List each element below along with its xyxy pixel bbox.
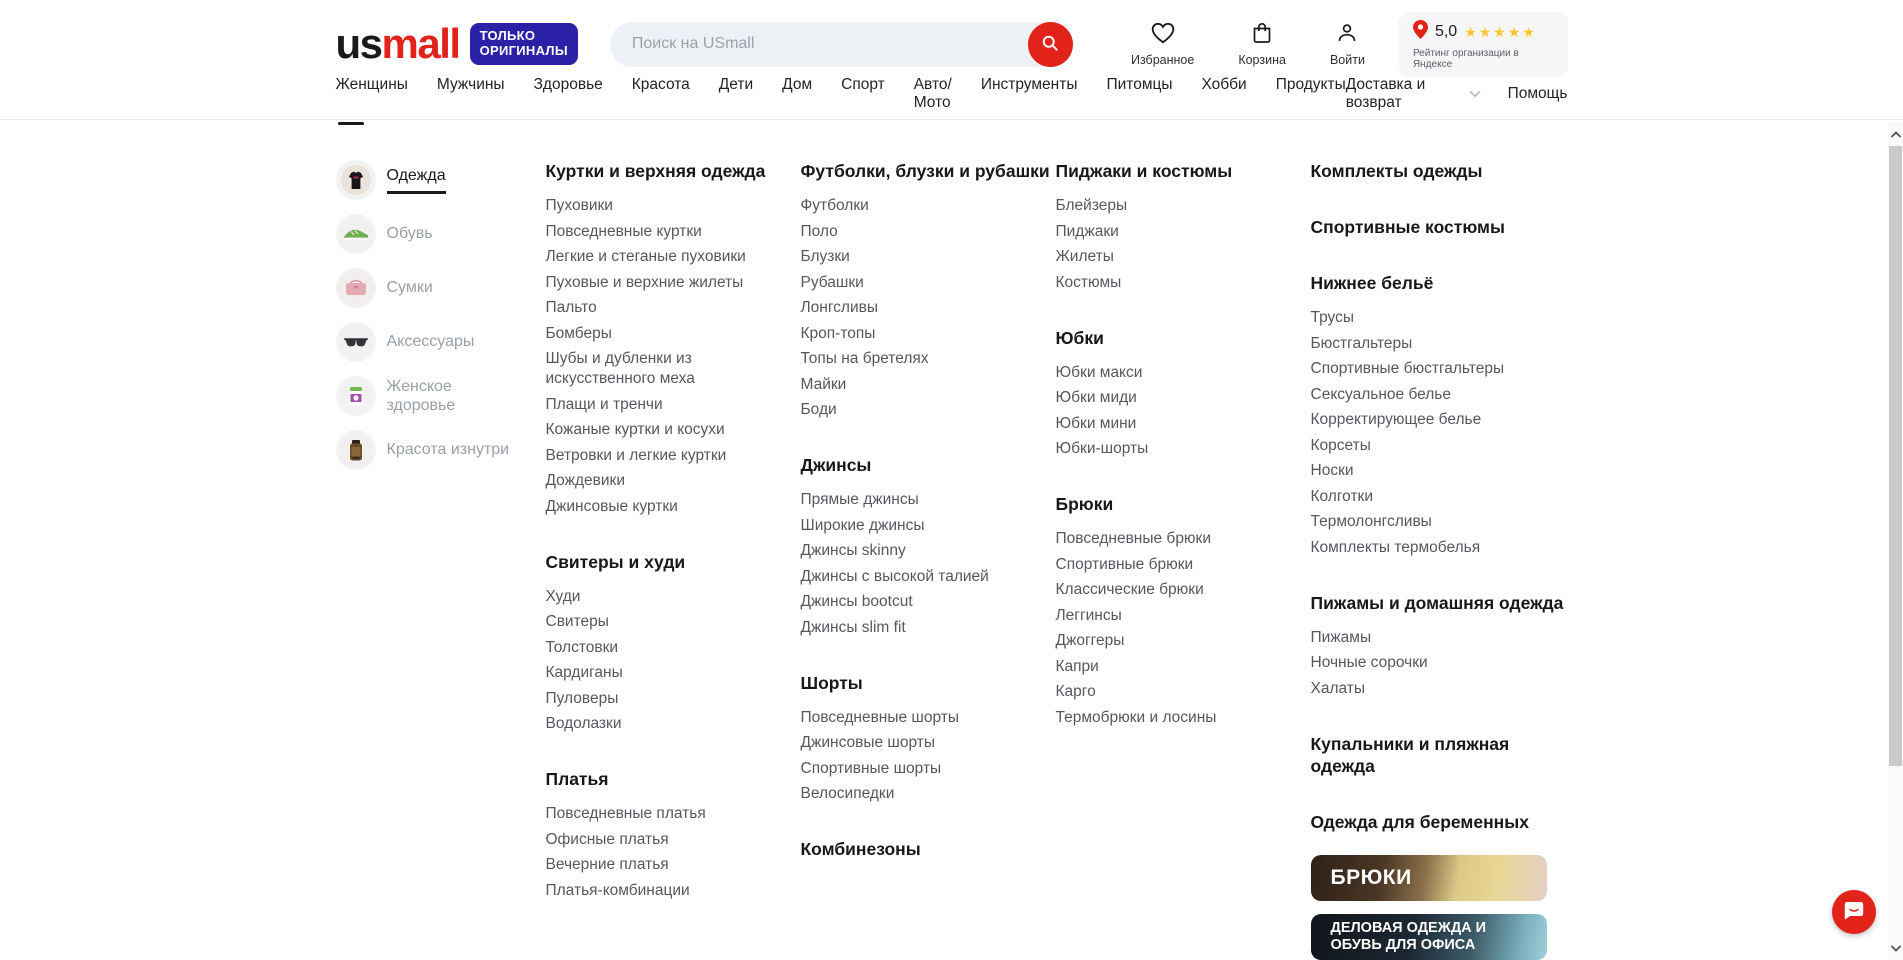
menu-section xyxy=(546,768,801,901)
menu-section-list xyxy=(1056,196,1311,293)
menu-section-list xyxy=(1311,308,1573,558)
menu-link[interactable]: Пуховые и верхние жилеты xyxy=(545,273,744,291)
menu-link[interactable]: Повседневные куртки xyxy=(545,222,702,240)
menu-column-1 xyxy=(801,160,1056,960)
menu-section-heading[interactable]: Джинсы xyxy=(800,455,872,475)
menu-section-heading[interactable]: Шорты xyxy=(800,672,863,693)
login-button[interactable] xyxy=(1330,21,1365,67)
menu-link[interactable]: Джинсовые куртки xyxy=(545,497,678,515)
site-logo[interactable] xyxy=(335,20,578,67)
menu-link[interactable]: Футболки xyxy=(800,197,869,214)
menu-link[interactable]: Комплекты термобелья xyxy=(1310,538,1481,556)
search-input[interactable] xyxy=(610,22,1073,67)
menu-section-heading[interactable]: Свитеры и худи xyxy=(545,551,686,572)
menu-link[interactable]: Водолазки xyxy=(545,715,622,732)
menu-link[interactable]: Поло xyxy=(800,222,838,240)
womens-health-category-image xyxy=(336,376,376,416)
promo-banner-label: БРЮКИ xyxy=(1330,865,1412,889)
menu-link[interactable]: Классические брюки xyxy=(1055,581,1204,598)
menu-link[interactable]: Юбки мини xyxy=(1055,414,1137,432)
promo-banner-label: ДЕЛОВАЯ ОДЕЖДА И ОБУВЬ ДЛЯ ОФИСА xyxy=(1330,920,1487,953)
favorites-label: Избранное xyxy=(1130,53,1195,67)
nav-item-10[interactable]: Хобби xyxy=(1201,75,1247,93)
menu-link[interactable]: Офисные платья xyxy=(545,830,669,848)
menu-link[interactable]: Свитеры xyxy=(545,613,609,630)
favorites-button[interactable] xyxy=(1131,21,1194,67)
menu-section-list xyxy=(1056,529,1311,728)
menu-link[interactable]: Корсеты xyxy=(1310,436,1371,454)
menu-section-heading[interactable]: Футболки, блузки и рубашки xyxy=(800,161,1050,181)
menu-link[interactable]: Колготки xyxy=(1310,487,1373,505)
menu-section xyxy=(801,454,1056,638)
nav-item-5[interactable]: Дом xyxy=(782,75,813,93)
menu-section-heading[interactable]: Спортивные костюмы xyxy=(1310,217,1505,237)
menu-link[interactable]: Сексуальное белье xyxy=(1310,385,1451,403)
menu-section xyxy=(1311,216,1573,238)
page-scrollbar[interactable] xyxy=(1888,122,1903,960)
menu-section xyxy=(1311,272,1573,558)
mega-menu-sidebar xyxy=(336,160,546,960)
menu-section xyxy=(801,160,1056,420)
menu-link[interactable]: Носки xyxy=(1310,462,1354,479)
menu-link[interactable]: Юбки макси xyxy=(1055,363,1143,381)
menu-link[interactable]: Боди xyxy=(800,401,837,418)
menu-link[interactable]: Пальто xyxy=(545,299,597,316)
menu-link[interactable]: Джинсы skinny xyxy=(800,542,906,559)
yandex-rating-widget[interactable] xyxy=(1399,12,1568,77)
shoes-category-image xyxy=(336,214,376,254)
menu-link[interactable]: Термобрюки и лосины xyxy=(1055,708,1217,726)
rating-stars: ★★★★★ xyxy=(1464,23,1537,40)
sidebar-item-inner-beauty[interactable] xyxy=(336,430,546,470)
site-header xyxy=(0,0,1903,120)
menu-link[interactable]: Джинсы slim fit xyxy=(800,618,906,636)
rating-score: 5,0 xyxy=(1434,22,1458,40)
menu-link[interactable]: Плащи и тренчи xyxy=(545,395,663,413)
menu-link[interactable]: Повседневные платья xyxy=(545,805,706,822)
sidebar-item-label: Аксессуары xyxy=(386,333,475,351)
user-icon xyxy=(1335,21,1359,50)
menu-section-heading[interactable]: Платья xyxy=(545,769,609,789)
sidebar-item-label: Сумки xyxy=(386,279,433,297)
mega-menu-columns xyxy=(546,160,1573,960)
menu-link[interactable]: Платья-комбинации xyxy=(545,881,690,899)
sidebar-item-accessories[interactable] xyxy=(336,322,546,362)
menu-link[interactable]: Спортивные шорты xyxy=(800,759,942,777)
clothes-category-image xyxy=(336,160,376,200)
nav-item-1[interactable]: Мужчины xyxy=(436,75,505,93)
menu-link[interactable]: Широкие джинсы xyxy=(800,516,925,534)
delivery-return-link[interactable]: Доставка и возврат xyxy=(1346,76,1481,116)
sidebar-item-label: Обувь xyxy=(386,225,433,243)
nav-item-0[interactable]: Женщины xyxy=(336,76,408,116)
menu-link[interactable]: Ночные сорочки xyxy=(1310,654,1428,671)
cart-button[interactable] xyxy=(1238,21,1286,67)
heart-icon xyxy=(1150,21,1176,50)
scroll-down-arrow[interactable] xyxy=(1888,938,1903,958)
menu-link[interactable]: Худи xyxy=(545,587,581,605)
sidebar-item-label: Красота изнутри xyxy=(386,441,510,459)
menu-link[interactable]: Велосипедки xyxy=(800,785,895,802)
menu-link[interactable]: Джоггеры xyxy=(1055,632,1125,649)
cart-label: Корзина xyxy=(1238,53,1286,67)
menu-section xyxy=(801,672,1056,805)
sidebar-item-label: Женское здоровье xyxy=(386,377,456,414)
nav-item-11[interactable]: Продукты xyxy=(1275,75,1346,93)
chat-bubble-icon xyxy=(1842,898,1866,927)
menu-section xyxy=(1056,327,1311,460)
menu-section xyxy=(1056,493,1311,728)
menu-section-heading[interactable]: Комплекты одежды xyxy=(1310,161,1483,181)
menu-section-heading[interactable]: Купальники и пляжная одежда xyxy=(1310,733,1510,776)
menu-column-0 xyxy=(546,160,801,960)
menu-link[interactable]: Трусы xyxy=(1310,309,1355,326)
menu-link[interactable]: Пижамы xyxy=(1310,628,1372,646)
menu-link[interactable]: Кардиганы xyxy=(545,664,623,681)
nav-right xyxy=(1346,76,1568,116)
rating-caption: Рейтинг организации в Яндексе xyxy=(1412,47,1519,70)
menu-link[interactable]: Кожаные куртки и косухи xyxy=(545,421,725,438)
menu-link[interactable]: Термолонгсливы xyxy=(1310,513,1432,530)
nav-item-6[interactable]: Спорт xyxy=(841,75,885,93)
menu-section-list xyxy=(801,196,1056,420)
menu-link[interactable]: Корректирующее белье xyxy=(1310,411,1482,428)
menu-link[interactable]: Пуховики xyxy=(545,197,613,214)
menu-section xyxy=(546,551,801,735)
menu-column-2 xyxy=(1056,160,1311,960)
menu-link[interactable]: Прямые джинсы xyxy=(800,491,919,508)
help-link[interactable]: Помощь xyxy=(1507,84,1568,102)
menu-link[interactable]: Юбки-шорты xyxy=(1055,440,1149,457)
nav-item-3[interactable]: Красота xyxy=(631,75,690,93)
menu-link[interactable]: Повседневные брюки xyxy=(1055,530,1211,547)
menu-section-heading[interactable]: Пижамы и домашняя одежда xyxy=(1310,592,1564,613)
menu-link[interactable]: Пиджаки xyxy=(1055,222,1119,240)
menu-link[interactable]: Рубашки xyxy=(800,273,864,291)
originals-badge: ТОЛЬКО ОРИГИНАЛЫ xyxy=(470,23,578,65)
menu-link[interactable]: Джинсовые шорты xyxy=(800,734,936,751)
nav-item-7[interactable]: Авто/Мото xyxy=(913,75,952,111)
menu-section xyxy=(1311,160,1573,182)
menu-link[interactable]: Блейзеры xyxy=(1055,197,1128,214)
menu-link[interactable]: Жилеты xyxy=(1055,248,1114,265)
sidebar-item-label: Одежда xyxy=(387,166,446,193)
menu-link[interactable]: Джинсы bootcut xyxy=(800,593,913,610)
menu-section-heading[interactable]: Одежда для беременных xyxy=(1310,811,1529,832)
bags-category-image xyxy=(336,268,376,308)
menu-link[interactable]: Спортивные бюстгальтеры xyxy=(1310,360,1505,377)
menu-link[interactable]: Пуловеры xyxy=(545,689,619,707)
main-nav-list xyxy=(336,76,1346,116)
menu-link[interactable]: Бомберы xyxy=(545,324,612,342)
mega-menu xyxy=(336,120,1568,960)
menu-link[interactable]: Кроп-топы xyxy=(800,324,876,342)
menu-section-list xyxy=(546,804,801,901)
sidebar-item-shoes[interactable] xyxy=(336,214,546,254)
menu-link[interactable]: Спортивные брюки xyxy=(1055,555,1194,573)
menu-link[interactable]: Ветровки и легкие куртки xyxy=(545,446,727,464)
menu-section xyxy=(1056,160,1311,293)
menu-section-list xyxy=(801,490,1056,638)
menu-section-heading[interactable]: Юбки xyxy=(1055,327,1104,348)
menu-section-list xyxy=(546,587,801,735)
chat-widget-button[interactable] xyxy=(1832,890,1876,934)
menu-link[interactable]: Карго xyxy=(1055,683,1096,700)
menu-link[interactable]: Леггинсы xyxy=(1055,606,1122,624)
nav-item-4[interactable]: Дети xyxy=(718,75,754,93)
map-pin-icon xyxy=(1413,20,1428,44)
search-icon xyxy=(1040,33,1060,56)
sidebar-item-clothes[interactable] xyxy=(336,160,546,200)
menu-section-heading[interactable]: Нижнее бельё xyxy=(1310,273,1434,293)
nav-item-9[interactable]: Питомцы xyxy=(1106,75,1173,93)
menu-link[interactable]: Дождевики xyxy=(545,472,625,489)
menu-section-heading[interactable]: Комбинезоны xyxy=(800,839,921,859)
menu-link[interactable]: Халаты xyxy=(1310,679,1366,697)
menu-section-heading[interactable]: Брюки xyxy=(1055,494,1114,514)
menu-link[interactable]: Майки xyxy=(800,375,847,393)
inner-beauty-category-image xyxy=(336,430,376,470)
menu-section-heading[interactable]: Куртки и верхняя одежда xyxy=(545,161,766,181)
accessories-category-image xyxy=(336,322,376,362)
menu-section xyxy=(1311,592,1573,699)
menu-link[interactable]: Блузки xyxy=(800,248,850,265)
logo-text: usmall xyxy=(335,20,460,67)
scrollbar-thumb[interactable] xyxy=(1889,146,1902,766)
main-nav xyxy=(336,72,1568,119)
menu-section xyxy=(1311,811,1573,833)
menu-section-list xyxy=(546,196,801,517)
menu-link[interactable]: Топы на бретелях xyxy=(800,350,929,367)
menu-link[interactable]: Костюмы xyxy=(1055,273,1122,291)
sidebar-item-womens-health[interactable] xyxy=(336,376,546,416)
menu-link[interactable]: Легкие и стеганые пуховики xyxy=(545,248,746,265)
login-label: Войти xyxy=(1329,53,1365,67)
menu-section-list xyxy=(801,708,1056,805)
scroll-up-arrow[interactable] xyxy=(1888,124,1903,144)
nav-item-8[interactable]: Инструменты xyxy=(980,75,1078,93)
search-bar xyxy=(610,22,1073,67)
menu-link[interactable]: Толстовки xyxy=(545,638,619,656)
menu-link[interactable]: Бюстгальтеры xyxy=(1310,334,1413,352)
menu-link[interactable]: Лонгсливы xyxy=(800,299,878,316)
menu-link[interactable]: Шубы и дубленки из искусственного меха xyxy=(545,350,695,387)
promo-banner[interactable] xyxy=(1311,855,1547,901)
menu-section-heading[interactable]: Пиджаки и костюмы xyxy=(1055,161,1233,181)
menu-column-3 xyxy=(1311,160,1573,960)
menu-section-list xyxy=(1311,628,1573,699)
menu-link[interactable]: Повседневные шорты xyxy=(800,708,960,726)
menu-section xyxy=(546,160,801,517)
nav-item-2[interactable]: Здоровье xyxy=(533,75,603,93)
menu-link[interactable]: Вечерние платья xyxy=(545,856,669,873)
promo-banner[interactable] xyxy=(1311,914,1547,960)
chevron-down-icon xyxy=(1469,85,1481,103)
menu-section xyxy=(801,838,1056,860)
search-button[interactable] xyxy=(1028,22,1073,67)
menu-link[interactable]: Джинсы с высокой талией xyxy=(800,567,989,585)
bag-icon xyxy=(1250,21,1274,50)
sidebar-item-bags[interactable] xyxy=(336,268,546,308)
menu-section xyxy=(1311,733,1573,777)
menu-link[interactable]: Юбки миди xyxy=(1055,389,1137,406)
menu-link[interactable]: Капри xyxy=(1055,657,1099,675)
menu-section-list xyxy=(1056,363,1311,460)
